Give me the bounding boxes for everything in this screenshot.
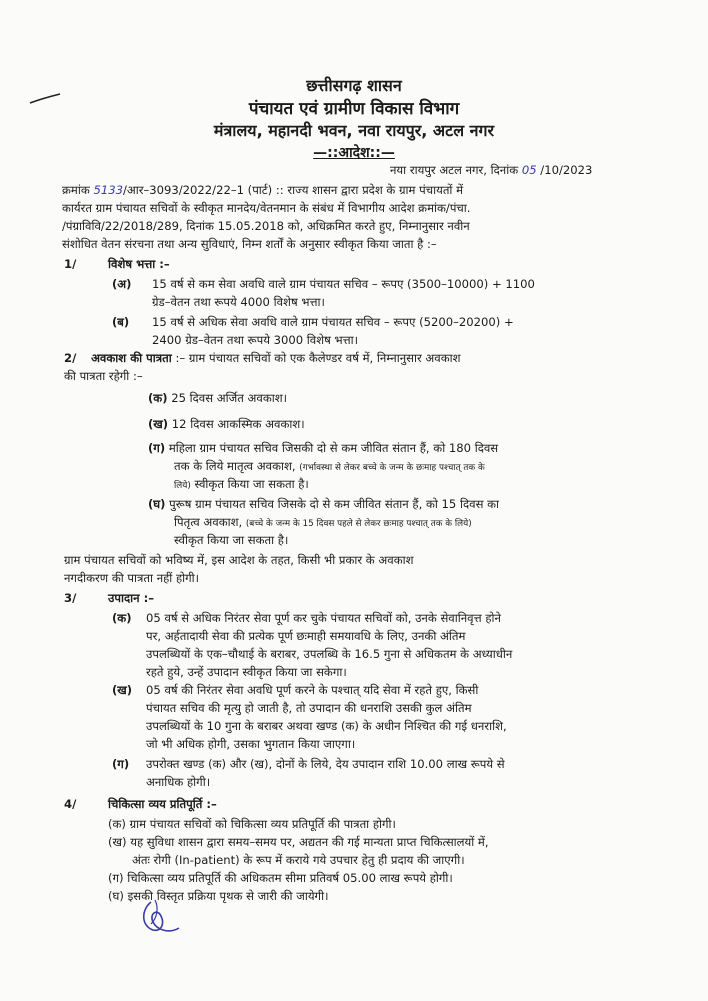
intro-line-4: संशोधित वेतन संरचना तथा अन्य सुविधाएं, निम्न शर्तों के अनुसार स्वीकृत किया जाता है :– [62,237,437,251]
section-3-kh-line-2: पंचायत सचिव की मृत्यु हो जाती है, तो उपादान की धनराशि उसकी कुल अंतिम [146,701,472,715]
section-1-b-line-2: 2400 ग्रेड–वेतन तथा रूपये 3000 विशेष भत्ता। [152,333,359,347]
section-4-gh: (घ) इसकी विस्तृत प्रक्रिया पृथक से जारी की जायेगी। [108,889,329,903]
section-4-number: 4/ [64,797,77,811]
section-4-k: (क) ग्राम पंचायत सचिवों को चिकित्सा व्यय प्रतिपूर्ति की पात्रता होगी। [108,817,396,831]
section-3-k-line-3: उपलब्धियों के एक–चौथाई के बराबर, उपलब्धि के 16.5 गुना से अधिकतम के अध्याधीन [146,647,513,661]
section-4-g: (ग) चिकित्सा व्यय प्रतिपूर्ति की अधिकतम सीमा प्रतिवर्ष 05.00 लाख रूपये होगी। [108,871,453,885]
section-3-g-line-1: उपरोक्त खण्ड (क) और (ख), दोनों के लिये, देय उपादान राशि 10.00 लाख रूपये से [146,757,505,771]
section-3-k-line-1: 05 वर्ष से अधिक निरंतर सेवा पूर्ण कर चुके पंचायत सचिवों को, उनके सेवानिवृत्त होने [146,611,501,625]
section-1-a-line-2: ग्रेड–वेतन तथा रूपये 4000 विशेष भत्ता। [152,295,325,309]
section-3-number: 3/ [64,591,77,605]
section-2-k: (क) 25 दिवस अर्जित अवकाश। [148,391,288,405]
order-heading: —::आदेश::— [313,145,395,161]
section-2-kh: (ख) 12 दिवस आकस्मिक अवकाश। [148,417,305,431]
section-2-g-line-2: तक के लिये मातृत्व अवकाश, (गर्भावस्था से लेकर बच्चे के जन्म के छःमाह पश्चात् तक के [174,459,485,473]
date-day: 05 [521,163,537,177]
department-title: पंचायत एवं ग्रामीण विकास विभाग [248,99,460,119]
office-address: मंत्रालय, महानदी भवन, नवा रायपुर, अटल नगर [213,121,495,140]
section-3-k-label: (क) [112,611,132,625]
section-2-note-line-2: नगदीकरण की पात्रता नहीं होगी। [64,571,200,585]
section-2-gh-line-1: (घ) पुरूष ग्राम पंचायत सचिव जिसके दो से कम जीवित संतान हैं, को 15 दिवस का [148,497,500,511]
section-2-intro: 2/ अवकाश की पात्रता :– ग्राम पंचायत सचिवों को एक कैलेण्डर वर्ष में, निम्नानुसार अवकाश [64,351,461,365]
intro-line-3: /पंग्राविवि/22/2018/289, दिनांक 15.05.2018 को, अधिक्रमित करते हुए, निम्नानुसार नवीन [62,219,470,233]
section-2-note-line-1: ग्राम पंचायत सचिवों को भविष्य में, इस आदेश के तहत, किसी भी प्रकार के अवकाश [64,553,414,567]
order-number: 5133 [93,183,123,197]
section-3-kh-line-1: 05 वर्ष की निरंतर सेवा अवधि पूर्ण करने के पश्चात् यदि सेवा में रहते हुए, किसी [146,683,479,697]
section-1-b-line-1: 15 वर्ष से अधिक सेवा अवधि वाले ग्राम पंचायत सचिव – रूपए (5200–20200) + [152,315,514,329]
section-1-number: 1/ [64,257,77,271]
section-2-g-line-1: (ग) महिला ग्राम पंचायत सचिव जिसकी दो से कम जीवित संतान हैं, को 180 दिवस [148,441,499,455]
govt-title: छत्तीसगढ़ शासन [306,76,402,95]
signature-icon [135,896,185,938]
section-3-k-line-4: रहते हुये, उन्हें उपादान स्वीकृत किया जा सकेगा। [146,665,347,679]
section-1-a-label: (अ) [112,277,132,291]
section-1-b-label: (ब) [112,315,130,329]
section-2-gh-line-3: स्वीकृत किया जा सकता है। [174,533,289,547]
section-3-kh-line-3: उपलब्धियों के 10 गुना के बराबर अथवा खण्ड (क) के अधीन निश्चित की गई धनराशि, [146,719,507,733]
section-3-k-line-2: पर, अर्हतादायी सेवा की प्रत्येक पूर्ण छःमाही समयावधि के लिए, उनकी अंतिम [146,629,466,643]
section-4-kh-line-2: अंतः रोगी (In-patient) के रूप में कराये गये उपचार हेतु ही प्रदाय की जाएगी। [132,853,465,867]
section-2-g-line-3: लिये) स्वीकृत किया जा सकता है। [174,477,309,491]
section-2-intro-line-2: की पात्रता रहेगी :– [64,369,143,383]
date-line: नया रायपुर अटल नगर, दिनांक 05 /10/2023 [390,163,593,177]
section-3-kh-line-4: जो भी अधिक होगी, उसका भुगतान किया जाएगा। [146,737,356,751]
section-3-kh-label: (ख) [112,683,133,697]
section-3-g-label: (ग) [112,757,130,771]
intro-line-1: क्रमांक 5133/आर–3093/2022/22–1 (पार्ट) :: राज्य शासन द्वारा प्रदेश के ग्राम पंचायतों में [62,183,464,197]
section-1-a-line-1: 15 वर्ष से कम सेवा अवधि वाले ग्राम पंचायत सचिव – रूपए (3500–10000) + 1100 [152,277,535,291]
section-2-title: अवकाश की पात्रता [91,351,172,365]
section-1-title: विशेष भत्ता :– [108,257,170,271]
intro-line-2: कार्यरत ग्राम पंचायत सचिवों के स्वीकृत मानदेय/वेतनमान के संबंध में विभागीय आदेश क्रमांक/पंचा. [62,201,471,215]
section-4-kh-line-1: (ख) यह सुविधा शासन द्वारा समय–समय पर, अद्यतन की गई मान्यता प्राप्त चिकित्सालयों में, [108,835,489,849]
section-3-title: उपादान :– [108,591,155,605]
section-4-title: चिकित्सा व्यय प्रतिपूर्ति :– [108,797,217,811]
section-3-g-line-2: अनाधिक होगी। [146,775,211,789]
section-2-gh-line-2: पितृत्व अवकाश, (बच्चे के जन्म के 15 दिवस पहले से लेकर छःमाह पश्चात् तक के लिये) [174,515,472,529]
